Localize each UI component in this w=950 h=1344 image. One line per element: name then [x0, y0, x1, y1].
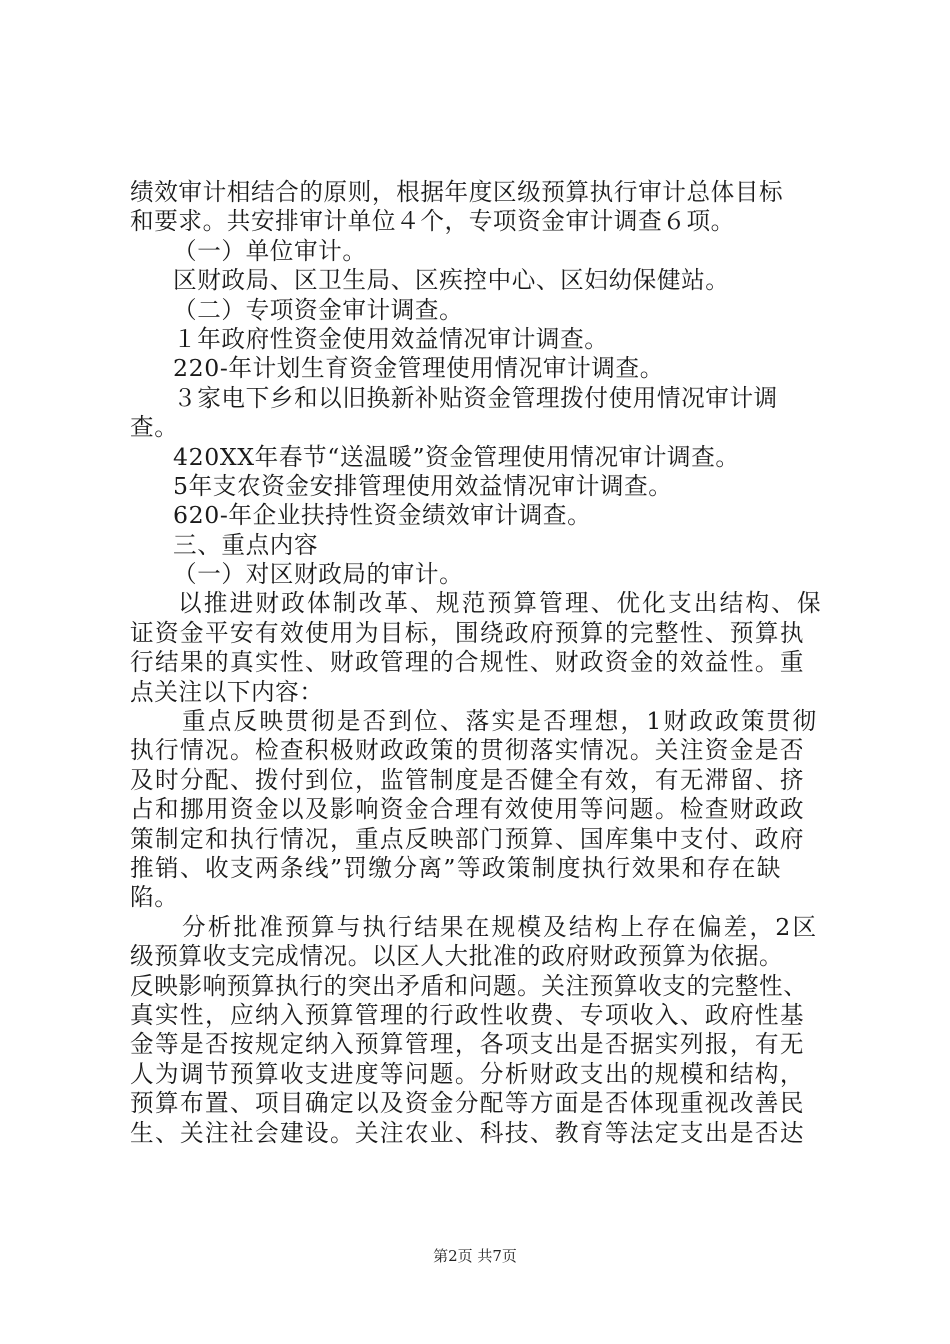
- paragraph-line: 占和挪用资金以及影响资金合理有效使用等问题。检查财政政: [130, 795, 805, 824]
- text-line: 查。: [130, 413, 179, 442]
- text-line: 和要求。共安排审计单位４个，专项资金审计调查６项。: [130, 207, 735, 236]
- paragraph-line: 分析批准预算与执行结果在规模及结构上存在偏差，2区: [182, 912, 819, 941]
- text-line: 绩效审计相结合的原则，根据年度区级预算执行审计总体目标: [130, 178, 784, 206]
- list-item: 420XX年春节“送温暖”资金管理使用情况审计调查。: [173, 442, 740, 471]
- paragraph-line: 金等是否按规定纳入预算管理，各项支出是否据实列报，有无: [130, 1030, 805, 1059]
- section-heading: （一）对区财政局的审计。: [173, 560, 464, 589]
- paragraph-line: 推销、收支两条线”罚缴分离”等政策制度执行效果和存在缺: [130, 853, 782, 882]
- list-item: １年政府性资金使用效益情况审计调查。: [173, 324, 609, 353]
- section-heading: 三、重点内容: [173, 530, 319, 559]
- paragraph-line: 真实性，应纳入预算管理的行政性收费、专项收入、政府性基: [130, 1000, 805, 1029]
- paragraph-line: 重点反映贯彻是否到位、落实是否理想，1财政政策贯彻: [182, 707, 819, 736]
- text-line: 区财政局、区卫生局、区疾控中心、区妇幼保健站。: [173, 266, 730, 295]
- paragraph-line: 级预算收支完成情况。以区人大批准的政府财政预算为依据。: [130, 942, 784, 971]
- paragraph-line: 行结果的真实性、财政管理的合规性、财政资金的效益性。重: [130, 648, 805, 677]
- document-body: [130, 178, 835, 1148]
- paragraph-line: 陷。: [130, 883, 179, 912]
- paragraph-line: 策制定和执行情况，重点反映部门预算、国库集中支付、政府: [130, 824, 805, 853]
- paragraph-line: 生、关注社会建设。关注农业、科技、教育等法定支出是否达: [130, 1118, 805, 1147]
- section-heading: （二）专项资金审计调查。: [173, 295, 464, 324]
- page-number: 第2页 共7页: [433, 1247, 517, 1265]
- paragraph-line: 执行情况。检查积极财政政策的贯彻落实情况。关注资金是否: [130, 736, 805, 765]
- paragraph-line: 人为调节预算收支进度等问题。分析财政支出的规模和结构，: [130, 1059, 805, 1088]
- paragraph-line: 及时分配、拨付到位，监管制度是否健全有效，有无滞留、挤: [130, 765, 805, 794]
- list-item: ３家电下乡和以旧换新补贴资金管理拨付使用情况审计调: [173, 383, 778, 412]
- paragraph-line: 证资金平安有效使用为目标，围绕政府预算的完整性、预算执: [130, 618, 805, 647]
- paragraph-line: 以推进财政体制改革、规范预算管理、优化支出结构、保: [178, 589, 823, 618]
- list-item: 220-年计划生育资金管理使用情况审计调查。: [173, 354, 664, 383]
- list-item: 5年支农资金安排管理使用效益情况审计调查。: [173, 471, 673, 500]
- section-heading: （一）单位审计。: [173, 236, 367, 265]
- paragraph-line: 反映影响预算执行的突出矛盾和问题。关注预算收支的完整性、: [130, 971, 808, 1000]
- list-item: 620-年企业扶持性资金绩效审计调查。: [173, 501, 592, 530]
- paragraph-line: 点关注以下内容：: [130, 677, 324, 706]
- paragraph-line: 预算布置、项目确定以及资金分配等方面是否体现重视改善民: [130, 1089, 805, 1118]
